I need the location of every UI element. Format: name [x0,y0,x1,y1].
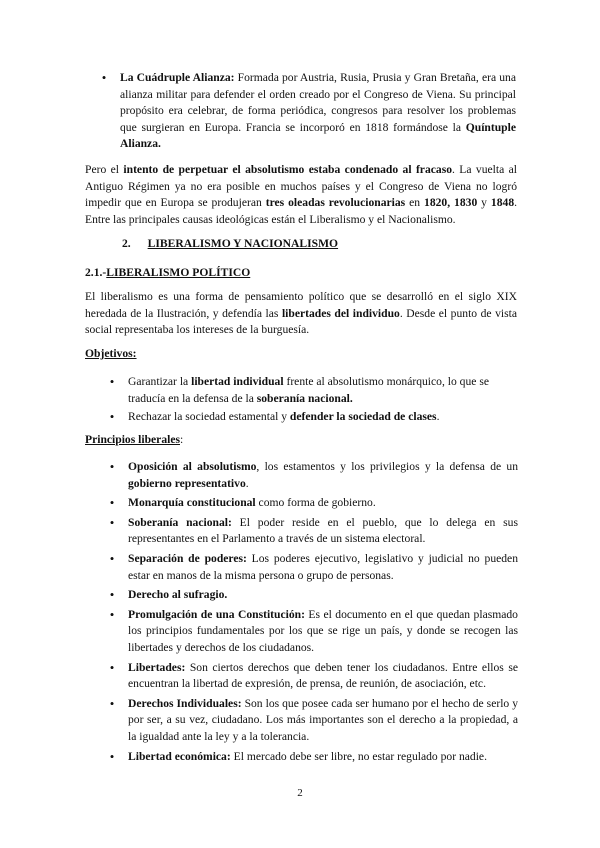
term-quintuple-alianza: Quíntuple Alianza. [120,120,516,151]
item-text: Formada por Austria, Rusia, Prusia y Gran Bretaña, era una alianza militar para defender el orden creado por el Congreso de Viena. Su principal propósito era celebrar, de forma periódica, congresos para resolver los problemas que surgieran en Europa. Francia se incorporó en 1818 formándose la [120,71,516,134]
bullet-icon: • [109,550,115,566]
bold-text: gobierno representativo [128,476,246,490]
text: Pero el [85,163,124,176]
bullet-icon: • [109,587,115,603]
bold-text: Separación de poderes: [128,551,247,565]
page-number: 2 [297,787,303,799]
subsection-heading [85,265,485,282]
bold-text: 1848 [490,196,515,210]
list-item [109,495,518,512]
list-item [109,550,519,584]
bullet-icon: • [109,495,115,511]
subsection-title: LIBERALISMO POLÍTICO [106,266,251,279]
bold-text: Oposición al absolutismo [128,460,257,473]
paragraph-absolutismo [85,162,517,228]
bullet-icon: • [109,748,115,764]
bold-text: Soberanía nacional: [128,515,232,529]
list-item [109,606,518,657]
objetivos-list [109,374,518,426]
list-item [109,459,518,492]
list-item [109,587,518,604]
bold-text: Libertad económica: [128,749,231,763]
list-item [109,659,518,693]
bullet-icon: • [109,459,115,474]
principios-heading [85,432,285,449]
text: El poder reside en el pueblo, que lo delega en sus representantes en el Parlamento a través de un sistema electoral. [128,515,518,546]
text: y [477,196,491,210]
term-cuadruple-alianza: La Cuádruple Alianza: [120,71,235,84]
text: . [245,476,249,490]
text: El liberalismo es una forma de pensamiento político que se desarrolló en el siglo XIX heredada de la Ilustración, y defendía las [85,290,517,320]
bold-text: libertad individual [191,375,284,388]
bold-text: libertades del individuo [281,306,400,320]
bold-text: Promulgación de una Constitución: [128,607,305,621]
bold-text: Libertades: [128,660,186,674]
bullet-icon: • [101,70,107,85]
bullet-icon: • [109,659,115,675]
heading-suffix: : [180,433,184,446]
bullet-icon: • [109,374,115,389]
text: El mercado debe ser libre, no estar regulado por nadie. [230,749,487,763]
text: en [405,196,425,210]
list-item [109,748,518,766]
list-item [109,374,518,407]
section-title: LIBERALISMO Y NACIONALISMO [147,237,339,250]
bold-text: intento de perpetuar el absolutismo estaba condenado al fracaso [123,163,453,176]
principios-list [109,459,519,765]
text: como forma de gobierno. [255,496,376,510]
text: Garantizar la [128,375,192,388]
text: Son los que posee cada ser humano por el hecho de serlo y por ser, a su vez, ciudadano. Los más importantes son el derecho a la propiedad, a la igualdad ante la ley y a la tolerancia. [128,696,518,743]
bold-text: tres oleadas revolucionarias [265,196,406,210]
intro-bullet-block [101,70,516,153]
heading-text: Principios liberales [85,433,180,446]
bullet-icon: • [109,409,115,425]
bold-text: Monarquía constitucional [128,496,256,510]
text: . Entre las principales causas ideológicas están el Liberalismo y el Nacionalismo. [85,196,518,226]
text: , los estamentos y los privilegios y la defensa de un [256,460,518,473]
text: . Desde el punto de vista social representaba los intereses de la burguesía. [85,306,518,337]
list-item [101,70,516,153]
text: frente al absolutismo monárquico, lo que se traducía en la defensa de la [128,375,489,405]
text: . [436,410,440,424]
text: Los poderes ejecutivo, legislativo y judicial no pueden estar en manos de la misma persona o grupo de personas. [128,551,519,582]
section-number: 2. [122,237,131,250]
objetivos-heading [85,346,285,363]
bold-text: Derecho al sufragio. [128,588,228,602]
list-item [109,409,518,426]
bold-text: 1820, 1830 [424,196,478,210]
subsection-prefix: 2.1.- [85,266,107,279]
paragraph-liberalismo [85,289,517,339]
list-item [109,695,518,746]
text: Rechazar la sociedad estamental y [128,410,290,424]
bold-text: Derechos Individuales: [128,696,242,710]
text: Son ciertos derechos que deben tener los ciudadanos. Entre ellos se encuentran la libertad de expresión, de prensa, de reunión, de asociación, etc. [128,660,518,691]
bold-text: soberanía nacional. [256,391,353,405]
bullet-icon: • [109,606,115,622]
text: Es el documento en el que quedan plasmado los principios fundamentales por los que se rige un país, y donde se recogen las libertades y derechos de los ciudadanos. [128,607,518,654]
section-heading [122,236,522,253]
bold-text: defender la sociedad de clases [289,410,437,424]
heading-text: Objetivos: [85,347,137,360]
list-item [109,514,518,548]
bullet-icon: • [109,514,115,530]
bullet-icon: • [109,695,115,711]
text: . La vuelta al Antiguo Régimen ya no era posible en muchos países y el Congreso de Viena no logró impedir que en Europa se produjeran [85,163,517,210]
